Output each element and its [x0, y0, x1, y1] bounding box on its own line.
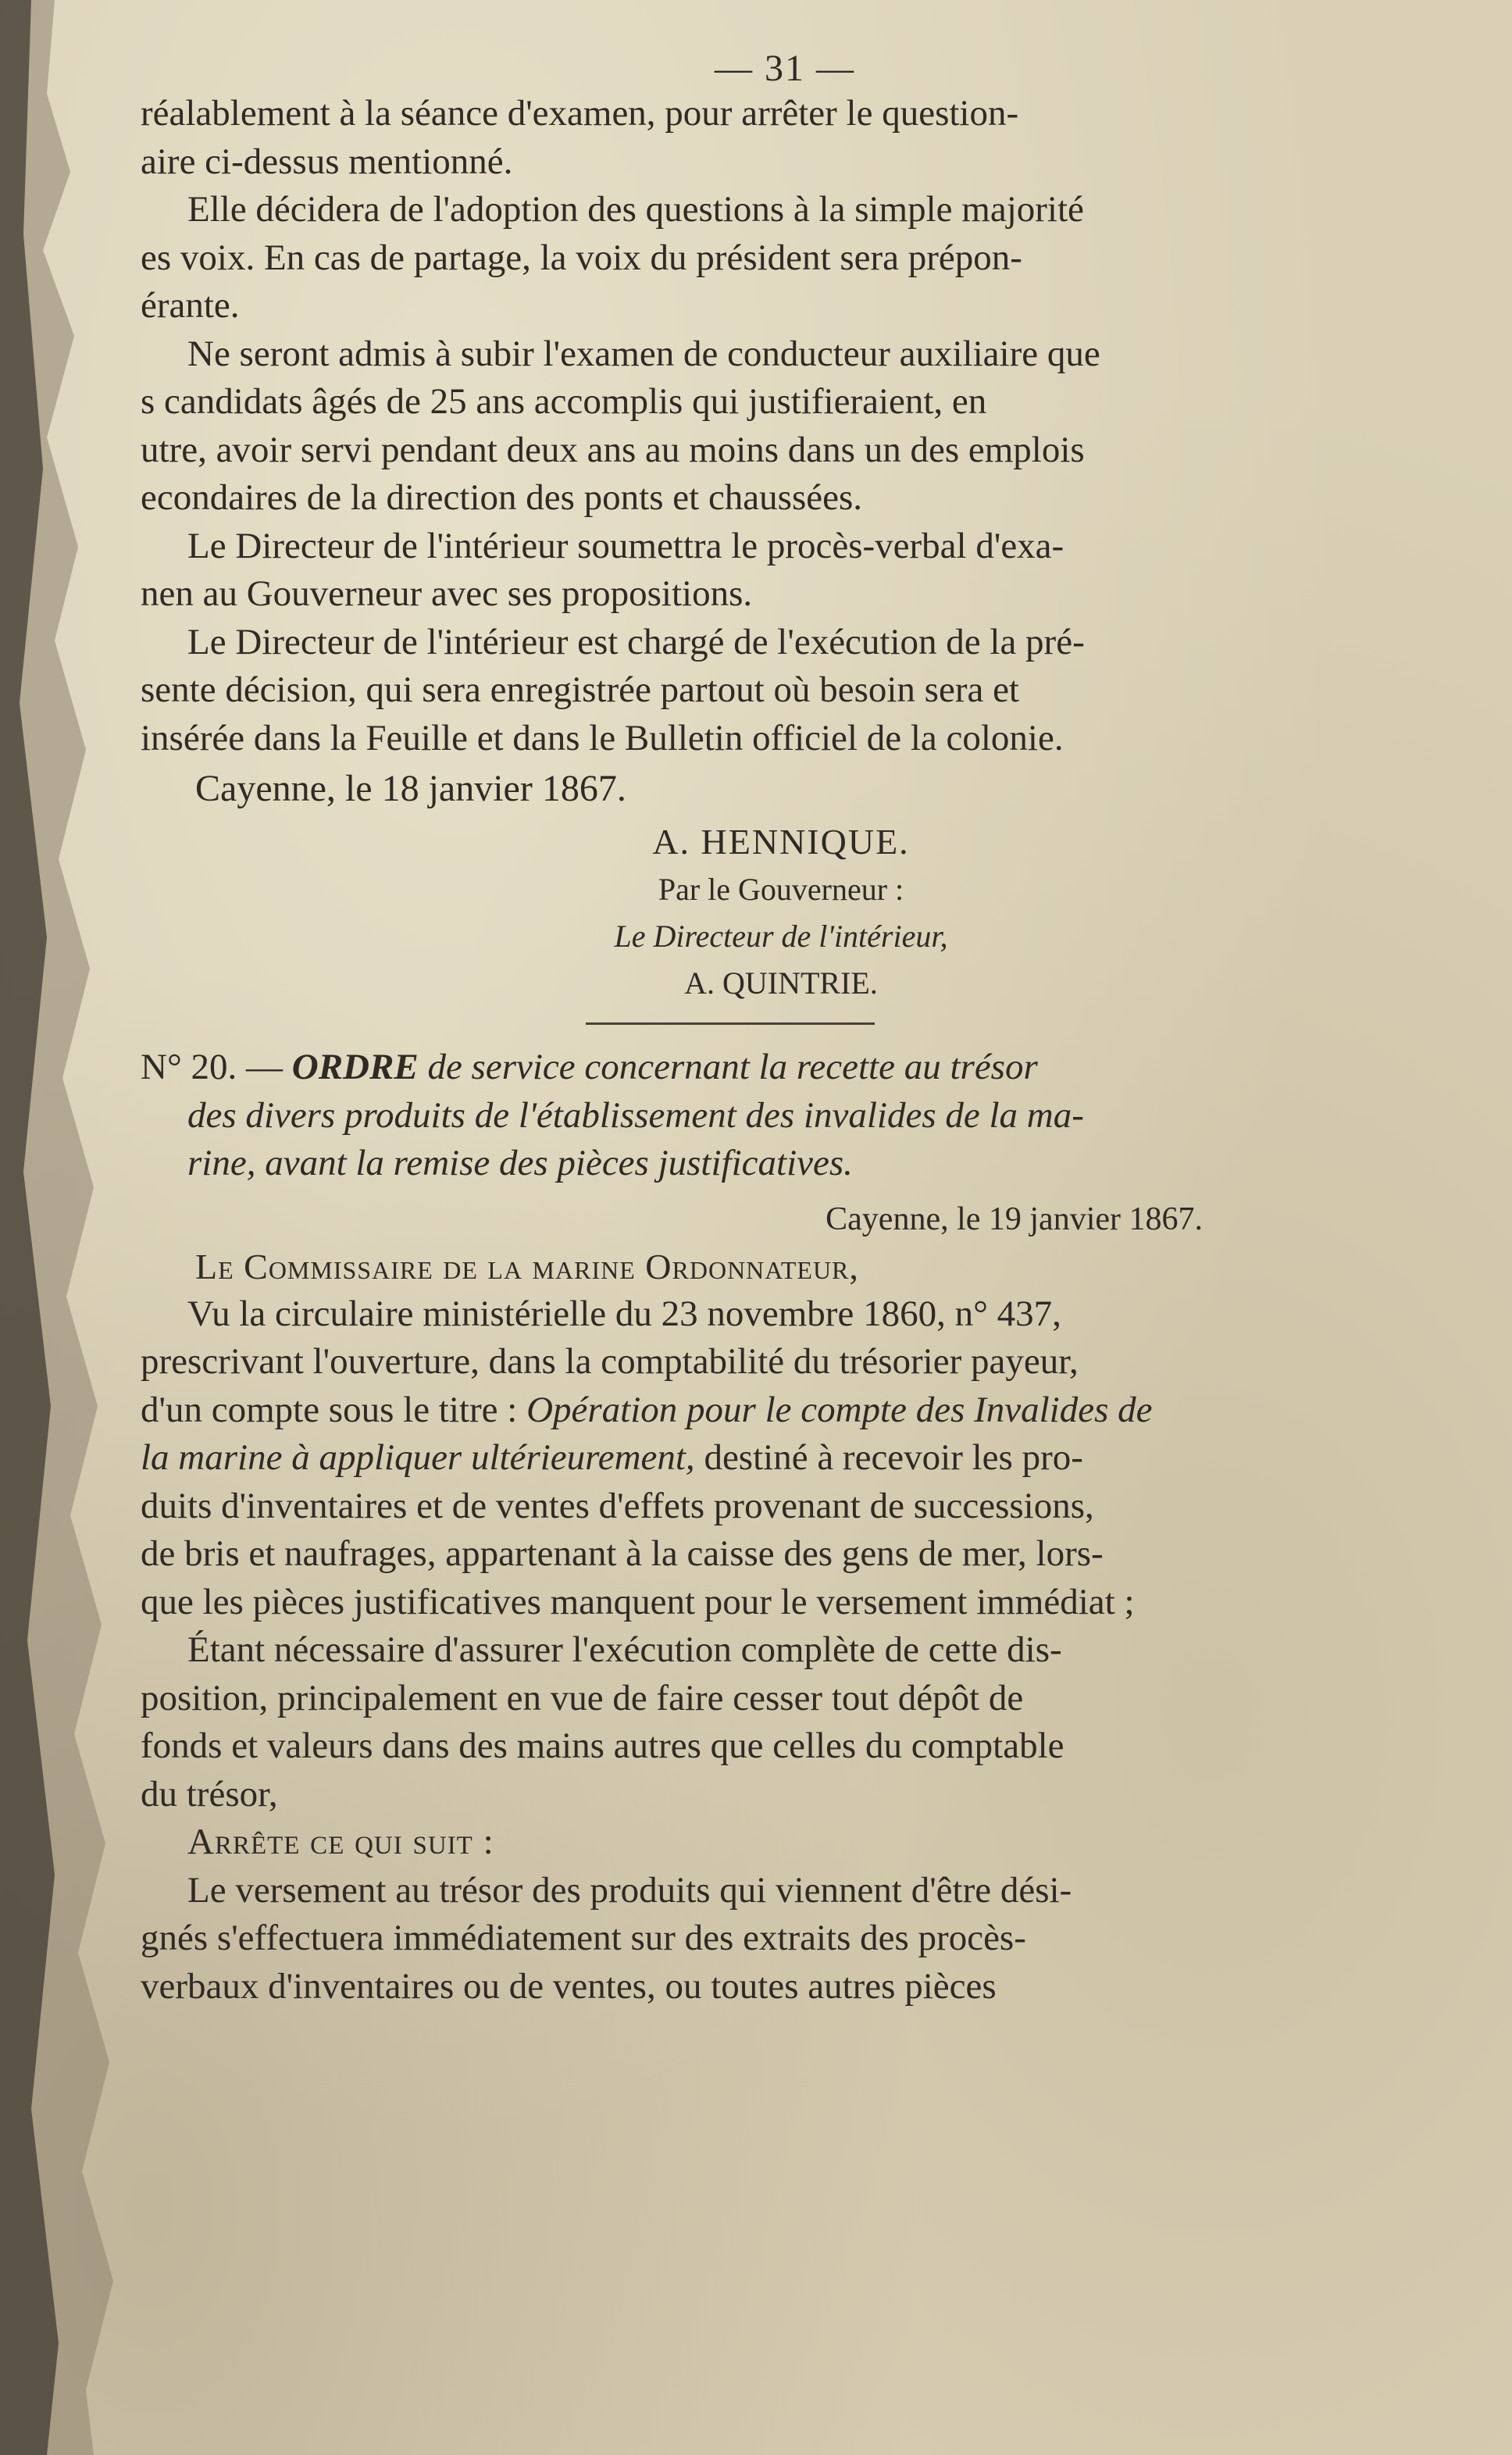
text-line: es voix. En cas de partage, la voix du président sera prépon- — [141, 237, 1022, 278]
text-line: du trésor, — [141, 1773, 278, 1814]
text-line: insérée dans la Feuille et dans le Bulletin officiel de la colonie. — [141, 717, 1064, 758]
text-span-italic: la marine à appliquer ultérieurement, — [141, 1437, 695, 1478]
text-line: nen au Gouverneur avec ses propositions. — [141, 573, 753, 614]
signature-place-date: Cayenne, le 18 janvier 1867. — [195, 768, 626, 809]
text-line: fonds et valeurs dans des mains autres que celles du comptable — [141, 1725, 1064, 1766]
signature-name-2: A. QUINTRIE. — [684, 965, 878, 1001]
section-divider — [586, 1022, 875, 1025]
order-place-date: Cayenne, le 19 janvier 1867. — [826, 1201, 1203, 1237]
text-line: aire ci-dessus mentionné. — [141, 141, 513, 182]
order-issuer: Le Commissaire de la marine Ordonnateur, — [195, 1246, 859, 1286]
torn-page-edge — [0, 0, 117, 2455]
text-line: Le Directeur de l'intérieur est chargé de l'exécution de la pré- — [187, 621, 1085, 662]
document-page — [141, 47, 1335, 2011]
text-line: Vu la circulaire ministérielle du 23 novembre 1860, n° 437, — [187, 1293, 1061, 1334]
text-line: position, principalement en vue de faire cesser tout dépôt de — [141, 1677, 1024, 1718]
text-span-italic: Opération pour le compte des Invalides de — [526, 1389, 1153, 1430]
text-line: Le Directeur de l'intérieur soumettra le procès-verbal d'exa- — [187, 525, 1064, 566]
text-line — [141, 1386, 1335, 1435]
order-number: N° 20. — — [141, 1047, 283, 1087]
page-number: — 31 — — [715, 48, 855, 89]
text-line: s candidats âgés de 25 ans accomplis qui justifieraient, en — [141, 381, 987, 422]
text-line: que les pièces justificatives manquent pour le versement immédiat ; — [141, 1581, 1135, 1622]
text-line: econdaires de la direction des ponts et chaussées. — [141, 477, 863, 518]
text-line: prescrivant l'ouverture, dans la comptabilité du trésorier payeur, — [141, 1341, 1079, 1382]
order-subject-line: des divers produits de l'établissement des invalides de la ma- — [187, 1094, 1084, 1136]
text-line: duits d'inventaires et de ventes d'effets provenant de successions, — [141, 1485, 1094, 1526]
text-line: Ne seront admis à subir l'examen de conducteur auxiliaire que — [187, 333, 1100, 374]
text-line: gnés s'effectuera immédiatement sur des extraits des procès- — [141, 1918, 1026, 1958]
text-line — [141, 1434, 1335, 1483]
order-subject: de service concernant la recette au trésor — [427, 1047, 1038, 1087]
text-line: sente décision, qui sera enregistrée partout où besoin sera et — [141, 669, 1019, 710]
order-title: ORDRE — [291, 1047, 419, 1087]
text-span: d'un compte sous le titre : — [141, 1389, 518, 1430]
text-line: Le versement au trésor des produits qui viennent d'être dési- — [187, 1869, 1072, 1911]
text-line: Elle décidera de l'adoption des questions à la simple majorité — [187, 189, 1084, 230]
text-span: destiné à recevoir les pro- — [704, 1437, 1083, 1478]
text-line: érante. — [141, 285, 240, 326]
text-line: verbaux d'inventaires ou de ventes, ou toutes autres pièces — [141, 1965, 997, 2007]
arrete-line: Arrête ce qui suit : — [187, 1822, 494, 1862]
order-subject-line: rine, avant la remise des pièces justificatives. — [187, 1143, 853, 1183]
signature-role: Le Directeur de l'intérieur, — [614, 919, 948, 954]
text-line: de bris et naufrages, appartenant à la caisse des gens de mer, lors- — [141, 1533, 1104, 1574]
signature-name: A. HENNIQUE. — [652, 822, 910, 862]
text-line: réalablement à la séance d'examen, pour arrêter le question- — [141, 93, 1019, 134]
order-heading — [141, 1044, 1335, 1092]
signature-by: Par le Gouverneur : — [658, 872, 904, 907]
text-line: utre, avoir servi pendant deux ans au moins dans un des emplois — [141, 429, 1085, 470]
text-line: Étant nécessaire d'assurer l'exécution complète de cette dis- — [187, 1629, 1062, 1670]
